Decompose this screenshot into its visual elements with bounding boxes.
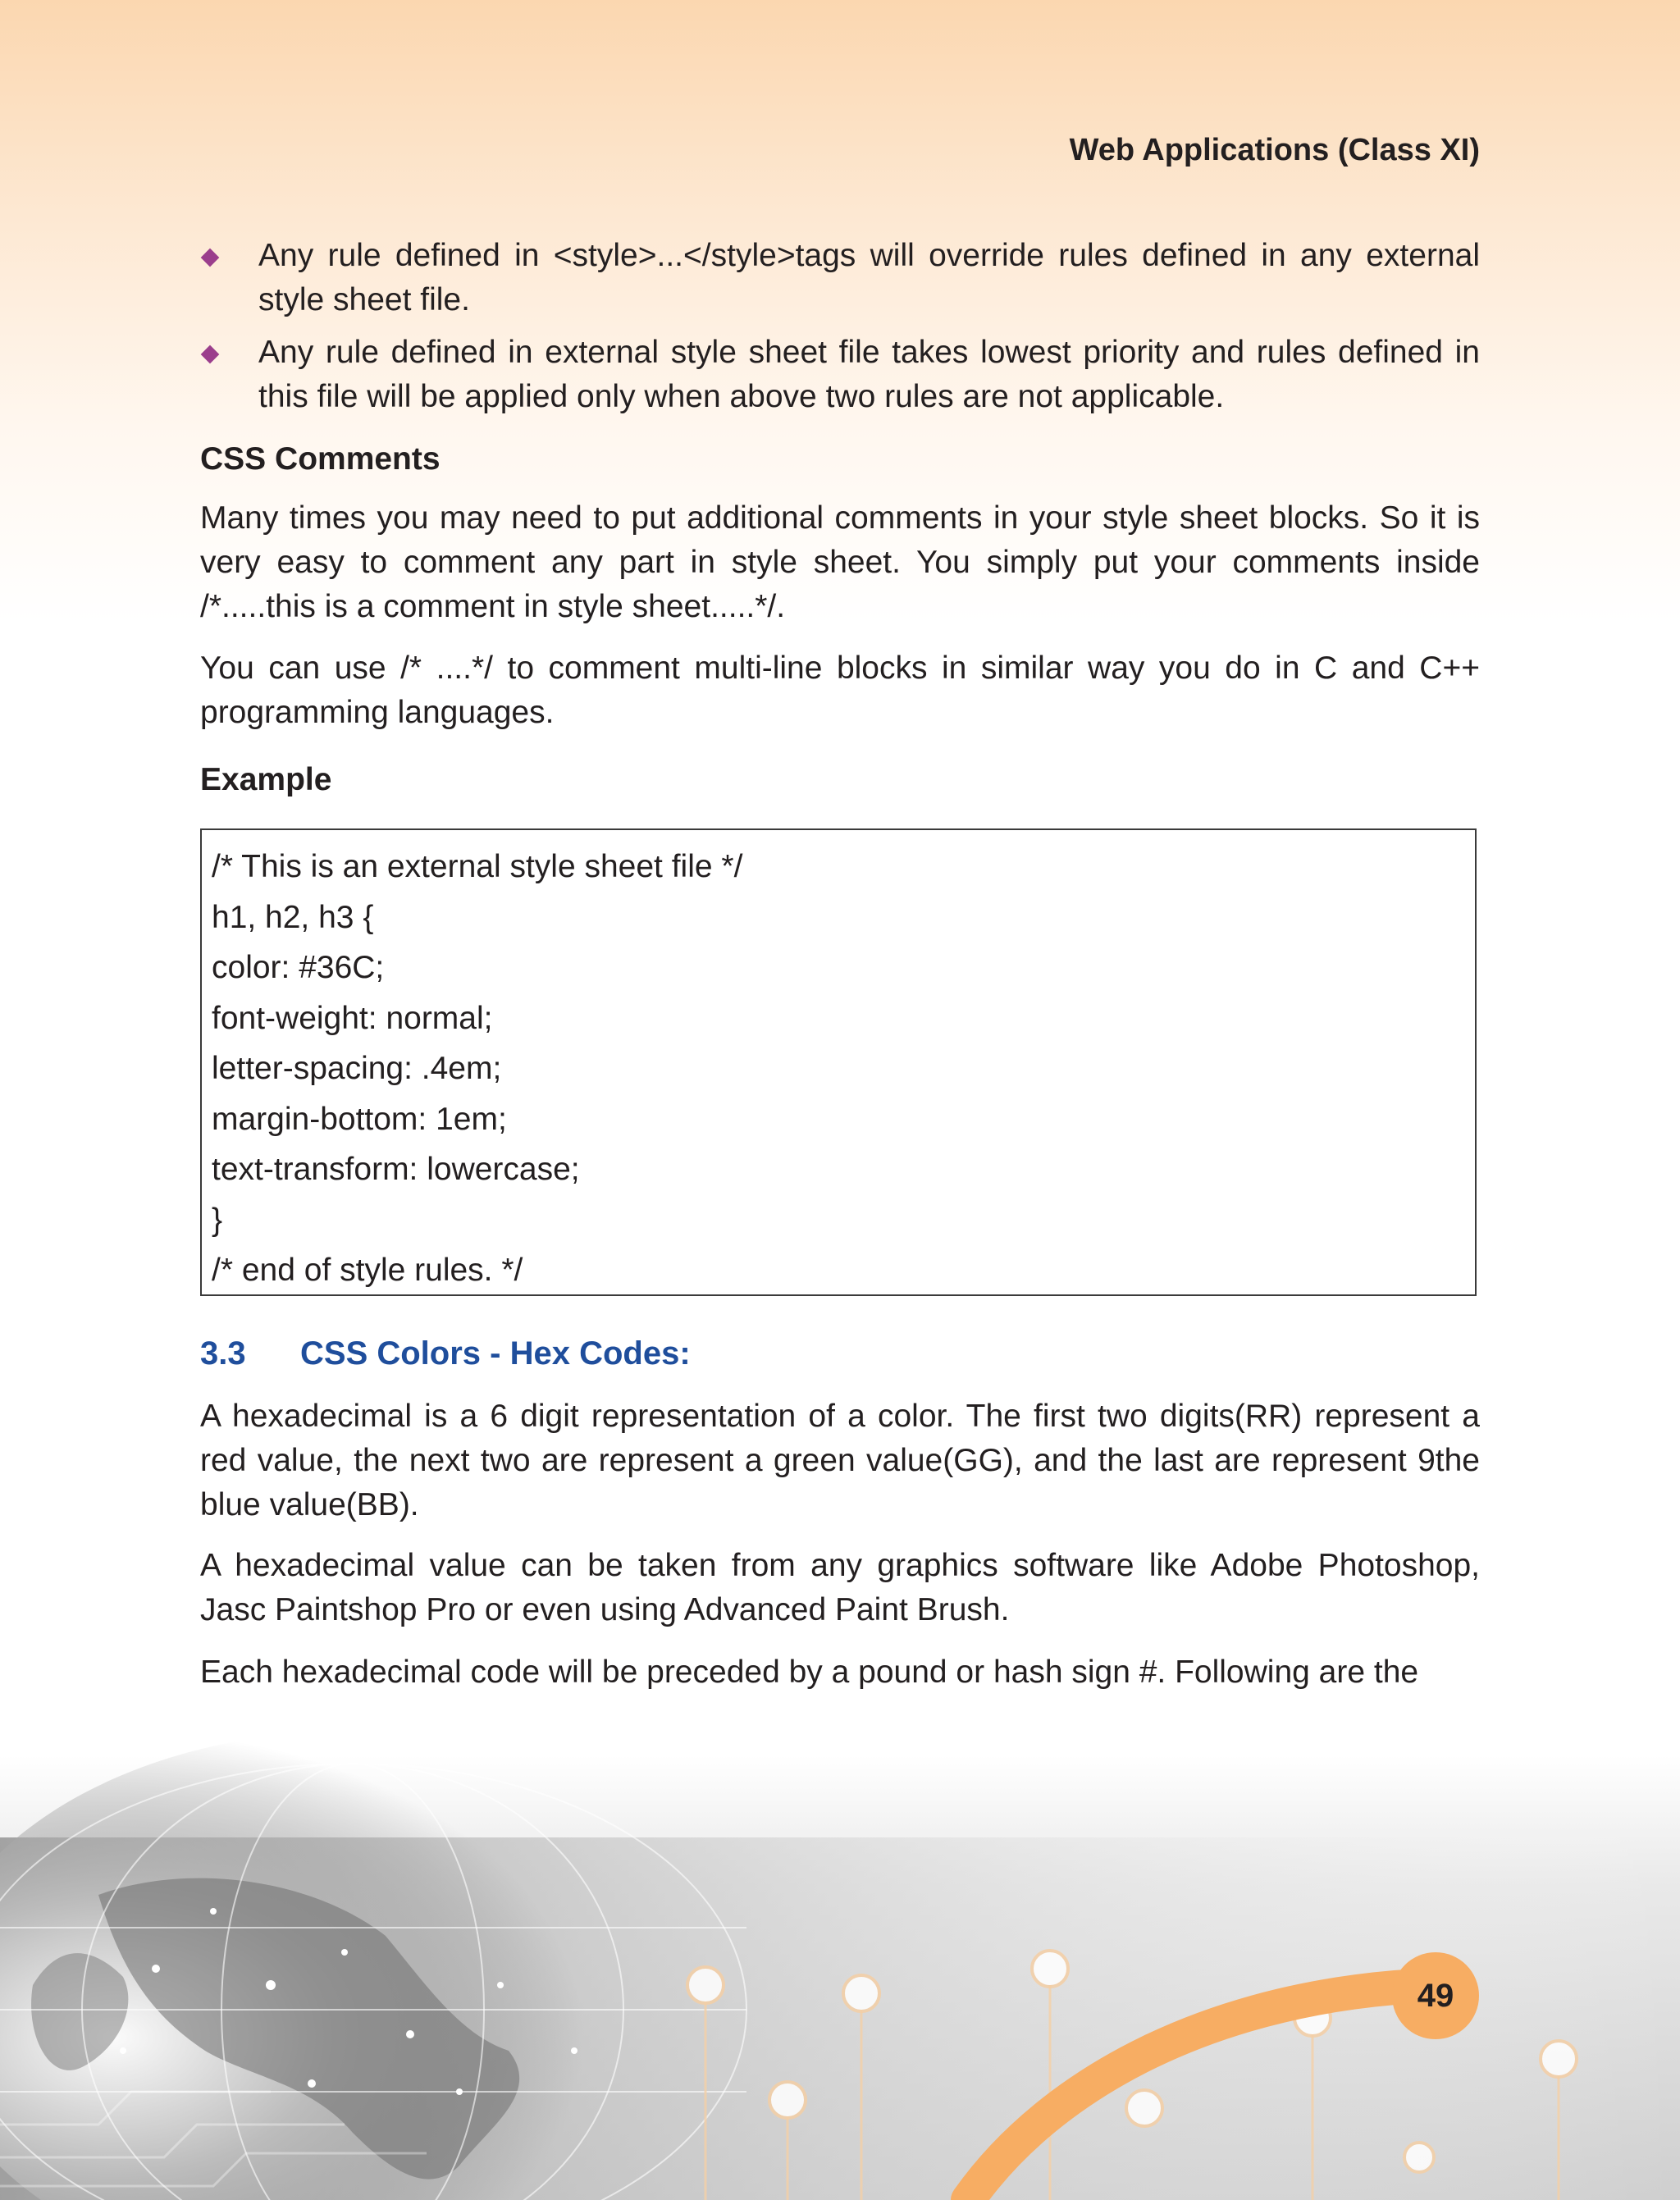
diamond-bullet-icon [201, 345, 220, 364]
example-heading: Example [200, 762, 332, 797]
hex-paragraph-1: A hexadecimal is a 6 digit representation of a color. The first two digits(RR) represent a red value, the next two are represent a green value(GG), and the last are represent 9the blue value(BB). [200, 1399, 1480, 1522]
code-line: /* end of style rules. */ [212, 1253, 523, 1288]
code-line: /* This is an external style sheet file */ [212, 849, 743, 884]
hex-paragraph-2: A hexadecimal value can be taken from any graphics software like Adobe Photoshop, Jasc Paintshop Pro or even using Advanced Paint Brush. [200, 1548, 1480, 1627]
bullet-text: Any rule defined in external style sheet file takes lowest priority and rules defined in this file will be applied only when above two rules are not applicable. [258, 335, 1480, 414]
section-title: CSS Colors - Hex Codes: [300, 1335, 691, 1372]
code-example-box [200, 828, 1477, 1296]
css-comments-paragraph-1: Many times you may need to put additional comments in your style sheet blocks. So it is very easy to comment any part in style sheet. You simply put your comments inside /*.....this is a comment in style sheet.....*/. [200, 500, 1480, 624]
css-comments-heading: CSS Comments [200, 441, 441, 477]
running-header: Web Applications (Class XI) [1069, 133, 1480, 167]
section-heading [200, 1335, 691, 1372]
code-line: } [212, 1202, 223, 1238]
css-comments-paragraph-2: You can use /* ....*/ to comment multi-line blocks in similar way you do in C and C++ programming languages. [200, 650, 1480, 730]
code-line: text-transform: lowercase; [212, 1152, 580, 1187]
list-item [200, 331, 1480, 419]
section-number: 3.3 [200, 1335, 246, 1372]
diamond-bullet-icon [201, 249, 220, 267]
code-line: letter-spacing: .4em; [212, 1051, 502, 1086]
priority-bullet-list [200, 234, 1480, 427]
code-line: margin-bottom: 1em; [212, 1101, 507, 1137]
page-number-badge: 49 [1392, 1952, 1479, 2039]
code-line: h1, h2, h3 { [212, 899, 374, 935]
code-line: font-weight: normal; [212, 1000, 493, 1036]
bullet-text: Any rule defined in <style>...</style>tags will override rules defined in any external style sheet file. [258, 238, 1480, 317]
list-item [200, 234, 1480, 322]
hex-paragraph-3: Each hexadecimal code will be preceded by a pound or hash sign #. Following are the [200, 1655, 1419, 1690]
code-line: color: #36C; [212, 950, 385, 985]
